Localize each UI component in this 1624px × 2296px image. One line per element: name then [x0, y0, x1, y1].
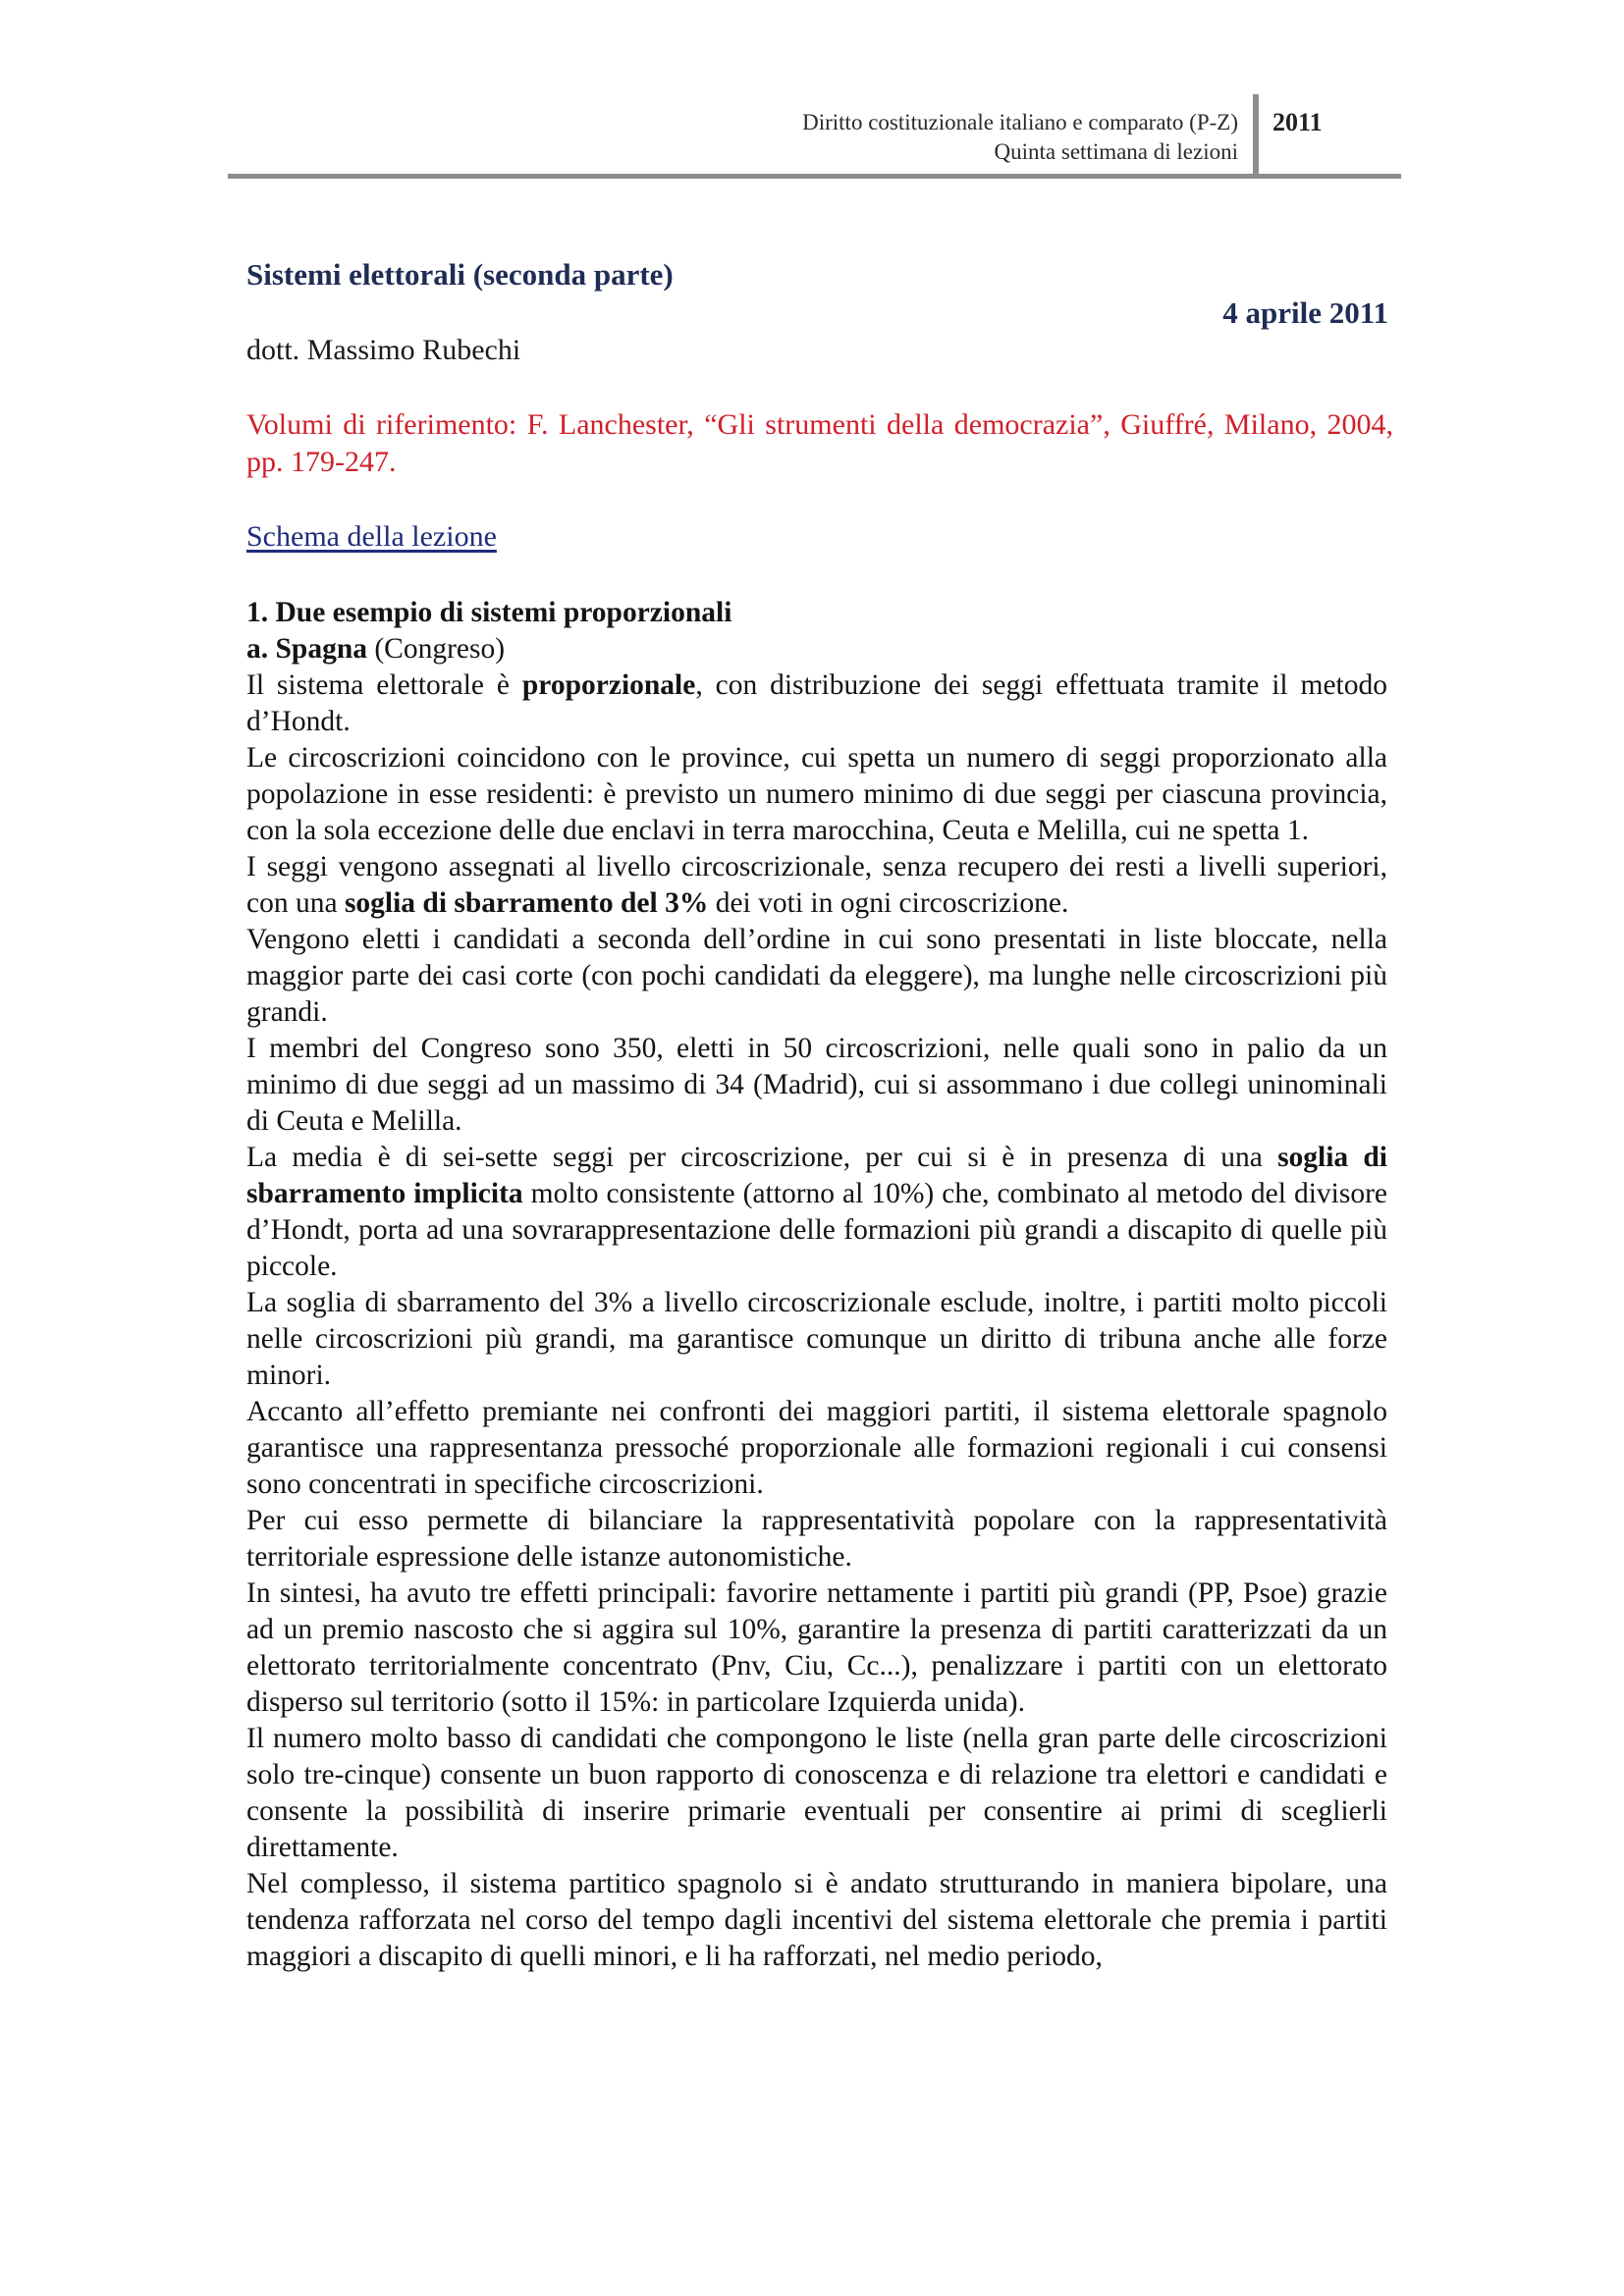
paragraph-text: Il sistema elettorale è: [246, 669, 522, 701]
subsection-heading-rest: (Congreso): [366, 633, 506, 665]
header-course-title: Diritto costituzionale italiano e comparato (P-Z): [802, 110, 1238, 134]
paragraph: Il numero molto basso di candidati che compongono le liste (nella gran parte delle circoscrizioni solo tre-cinque) consente un buon rapporto di conoscenza e di relazione tra elettori e candidati e consente la possibilità di inserire primarie eventuali per consentire ai primi di sceglierli direttamente.: [246, 1723, 1387, 1863]
lesson-outline-link[interactable]: Schema della lezione: [246, 520, 497, 553]
document-body: [246, 595, 1387, 1975]
paragraph: Vengono eletti i candidati a seconda dell’ordine in cui sono presentati in liste bloccate, nella maggior parte dei casi corte (con pochi candidati da eleggere), ma lunghe nelle circoscrizioni più grandi.: [246, 924, 1387, 1028]
paragraph: [246, 849, 1387, 922]
paragraph-text: , con distribuzione dei seggi effettuata tramite il metodo d’Hondt.: [246, 669, 1387, 737]
subsection-heading-bold: a. Spagna: [246, 633, 367, 665]
paragraph: Per cui esso permette di bilanciare la rappresentatività popolare con la rappresentatività territoriale espressione delle istanze autonomistiche.: [246, 1505, 1387, 1573]
header-text-block: [802, 108, 1238, 167]
header-rule: [228, 174, 1401, 179]
paragraph: Accanto all’effetto premiante nei confronti dei maggiori partiti, il sistema elettorale spagnolo garantisce una rappresentanza pressoché proporzionale alle formazioni regionali i cui consensi sono concentrati in specifiche circoscrizioni.: [246, 1396, 1387, 1500]
section-heading: 1. Due esempio di sistemi proporzionali: [246, 597, 732, 628]
paragraph: Le circoscrizioni coincidono con le province, cui spetta un numero di seggi proporzionato alla popolazione in esse residenti: è previsto un numero minimo di due seggi per ciascuna provincia, con la sola eccezione delle due enclavi in terra marocchina, Ceuta e Melilla, cui ne spetta 1.: [246, 742, 1387, 846]
paragraph-emphasis: soglia di sbarramento implicita: [246, 1142, 1387, 1209]
paragraph: [246, 667, 1387, 740]
paragraph-emphasis: soglia di sbarramento del 3%: [344, 887, 709, 919]
paragraph-emphasis: proporzionale: [521, 669, 696, 701]
paragraph-text: molto consistente (attorno al 10%) che, combinato al metodo del divisore d’Hondt, porta ad una sovrarappresentazione delle formazioni più grandi a discapito di quelle più piccole.: [246, 1178, 1387, 1282]
running-header: [228, 94, 1401, 181]
paragraph: La soglia di sbarramento del 3% a livello circoscrizionale esclude, inoltre, i partiti molto piccoli nelle circoscrizioni più grandi, ma garantisce comunque un diritto di tribuna anche alle forze minori.: [246, 1287, 1387, 1391]
reference-volumes: Volumi di riferimento: F. Lanchester, “Gli strumenti della democrazia”, Giuffré, Milano, 2004, pp. 179-247.: [246, 408, 1393, 478]
paragraph-text: dei voti in ogni circoscrizione.: [708, 887, 1069, 919]
paragraph: Nel complesso, il sistema partitico spagnolo si è andato strutturando in maniera bipolare, una tendenza rafforzata nel corso del tempo dagli incentivi del sistema elettorale che premia i partiti maggiori a discapito di quelli minori, e li ha rafforzati, nel medio periodo,: [246, 1868, 1387, 1972]
subsection-heading: [246, 631, 1387, 667]
document-title: Sistemi elettorali (seconda parte): [246, 257, 674, 292]
document-date: 4 aprile 2011: [1222, 295, 1388, 330]
paragraph-text: La media è di sei-sette seggi per circoscrizione, per cui si è in presenza di una: [246, 1142, 1278, 1173]
document-author: dott. Massimo Rubechi: [246, 334, 521, 366]
paragraph: I membri del Congreso sono 350, eletti in 50 circoscrizioni, nelle quali sono in palio da un minimo di due seggi ad un massimo di 34 (Madrid), cui si assommano i due collegi uninominali di Ceuta e Melilla.: [246, 1033, 1387, 1137]
paragraph: [246, 1140, 1387, 1285]
header-divider: [1253, 94, 1259, 179]
header-year: 2011: [1272, 108, 1323, 136]
paragraph-text: I seggi vengono assegnati al livello circoscrizionale, senza recupero dei resti a livelli superiori, con una: [246, 851, 1387, 919]
paragraph: In sintesi, ha avuto tre effetti principali: favorire nettamente i partiti più grandi (PP, Psoe) grazie ad un premio nascosto che si aggira sul 10%, garantire la presenza di partiti caratterizzati da un elettorato territorialmente concentrato (Pnv, Ciu, Cc...), penalizzare i partiti con un elettorato disperso sul territorio (sotto il 15%: in particolare Izquierda unida).: [246, 1577, 1387, 1718]
header-week: Quinta settimana di lezioni: [994, 139, 1238, 164]
